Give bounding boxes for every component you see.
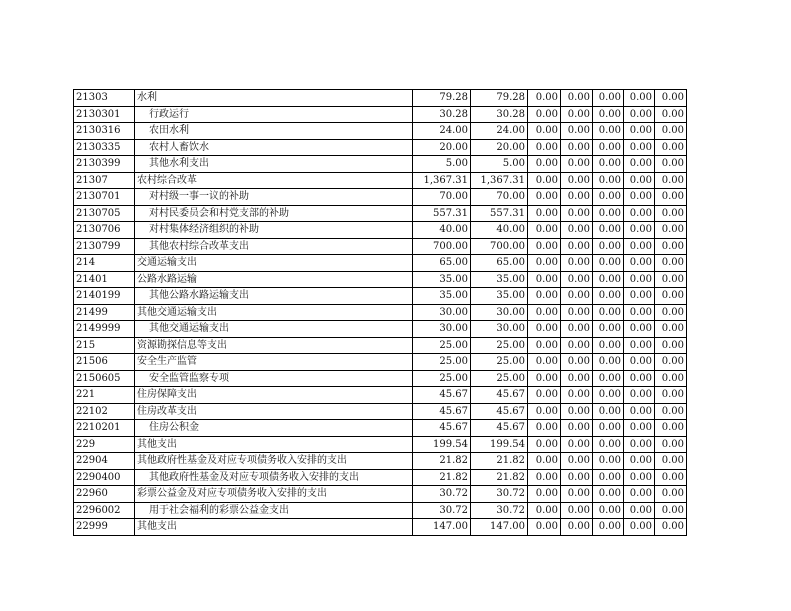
subject-code-cell: 2130301 [74,106,135,123]
value-cell: 0.00 [624,486,655,503]
value-cell: 0.00 [593,90,624,107]
subject-name-cell: 其他农村综合改革支出 [135,238,413,255]
subject-name-cell: 其他交通运输支出 [135,321,413,338]
value-cell: 0.00 [655,288,687,305]
table-row [74,255,687,272]
subject-code-cell: 21401 [74,271,135,288]
table-row [74,106,687,123]
basic-expenditure-cell: 30.00 [471,304,528,321]
value-cell: 0.00 [655,486,687,503]
table-row [74,403,687,420]
value-cell: 0.00 [561,387,593,404]
value-cell: 0.00 [593,337,624,354]
table-row [74,486,687,503]
value-cell: 0.00 [655,156,687,173]
subject-code-cell: 221 [74,387,135,404]
value-cell: 0.00 [655,106,687,123]
value-cell: 0.00 [593,304,624,321]
value-cell: 0.00 [655,370,687,387]
total-cell: 25.00 [413,370,471,387]
value-cell: 0.00 [624,403,655,420]
basic-expenditure-cell: 30.72 [471,486,528,503]
subject-code-cell: 22999 [74,519,135,536]
value-cell: 0.00 [528,502,561,519]
subject-name-cell: 住房公积金 [135,420,413,437]
value-cell: 0.00 [624,205,655,222]
subject-name-cell: 彩票公益金及对应专项债务收入安排的支出 [135,486,413,503]
subject-name-cell: 资源勘探信息等支出 [135,337,413,354]
basic-expenditure-cell: 20.00 [471,139,528,156]
value-cell: 0.00 [561,139,593,156]
value-cell: 0.00 [624,238,655,255]
subject-name-cell: 对村级一事一议的补助 [135,189,413,206]
subject-name-cell: 水利 [135,90,413,107]
value-cell: 0.00 [655,304,687,321]
total-cell: 30.28 [413,106,471,123]
table-row [74,156,687,173]
value-cell: 0.00 [624,337,655,354]
total-cell: 24.00 [413,123,471,140]
basic-expenditure-cell: 40.00 [471,222,528,239]
table-row [74,519,687,536]
value-cell: 0.00 [624,387,655,404]
value-cell: 0.00 [528,354,561,371]
subject-code-cell: 2149999 [74,321,135,338]
basic-expenditure-cell: 45.67 [471,387,528,404]
total-cell: 20.00 [413,139,471,156]
value-cell: 0.00 [528,156,561,173]
basic-expenditure-cell: 30.28 [471,106,528,123]
value-cell: 0.00 [528,172,561,189]
basic-expenditure-cell: 147.00 [471,519,528,536]
subject-name-cell: 其他政府性基金及对应专项债务收入安排的支出 [135,469,413,486]
value-cell: 0.00 [593,255,624,272]
subject-code-cell: 2130399 [74,156,135,173]
value-cell: 0.00 [561,288,593,305]
value-cell: 0.00 [655,453,687,470]
value-cell: 0.00 [655,90,687,107]
total-cell: 21.82 [413,453,471,470]
value-cell: 0.00 [655,222,687,239]
value-cell: 0.00 [655,403,687,420]
total-cell: 65.00 [413,255,471,272]
subject-name-cell: 住房改革支出 [135,403,413,420]
value-cell: 0.00 [561,156,593,173]
value-cell: 0.00 [561,370,593,387]
value-cell: 0.00 [528,255,561,272]
value-cell: 0.00 [528,453,561,470]
table-row [74,370,687,387]
value-cell: 0.00 [528,205,561,222]
value-cell: 0.00 [655,354,687,371]
value-cell: 0.00 [624,436,655,453]
value-cell: 0.00 [528,238,561,255]
basic-expenditure-cell: 65.00 [471,255,528,272]
subject-name-cell: 公路水路运输 [135,271,413,288]
table-row [74,271,687,288]
basic-expenditure-cell: 21.82 [471,453,528,470]
value-cell: 0.00 [528,189,561,206]
table-row [74,222,687,239]
subject-code-cell: 2130799 [74,238,135,255]
value-cell: 0.00 [655,189,687,206]
subject-code-cell: 2140199 [74,288,135,305]
budget-expenditure-table [73,89,687,536]
table-row [74,453,687,470]
table-row [74,172,687,189]
value-cell: 0.00 [593,156,624,173]
subject-code-cell: 214 [74,255,135,272]
total-cell: 45.67 [413,420,471,437]
value-cell: 0.00 [593,436,624,453]
value-cell: 0.00 [528,337,561,354]
table-row [74,238,687,255]
table-row [74,387,687,404]
basic-expenditure-cell: 199.54 [471,436,528,453]
value-cell: 0.00 [624,420,655,437]
value-cell: 0.00 [655,469,687,486]
value-cell: 0.00 [561,486,593,503]
value-cell: 0.00 [655,502,687,519]
table-row [74,436,687,453]
value-cell: 0.00 [624,453,655,470]
table-row [74,205,687,222]
basic-expenditure-cell: 25.00 [471,337,528,354]
value-cell: 0.00 [528,106,561,123]
total-cell: 5.00 [413,156,471,173]
subject-code-cell: 21506 [74,354,135,371]
value-cell: 0.00 [624,519,655,536]
value-cell: 0.00 [593,403,624,420]
basic-expenditure-cell: 1,367.31 [471,172,528,189]
total-cell: 21.82 [413,469,471,486]
value-cell: 0.00 [528,222,561,239]
value-cell: 0.00 [561,271,593,288]
table-row [74,337,687,354]
value-cell: 0.00 [593,354,624,371]
table-row [74,288,687,305]
subject-name-cell: 用于社会福利的彩票公益金支出 [135,502,413,519]
total-cell: 147.00 [413,519,471,536]
value-cell: 0.00 [561,172,593,189]
value-cell: 0.00 [593,123,624,140]
total-cell: 70.00 [413,189,471,206]
subject-code-cell: 22960 [74,486,135,503]
value-cell: 0.00 [561,304,593,321]
total-cell: 40.00 [413,222,471,239]
table-row [74,321,687,338]
value-cell: 0.00 [561,189,593,206]
table-row [74,90,687,107]
total-cell: 35.00 [413,271,471,288]
value-cell: 0.00 [561,255,593,272]
value-cell: 0.00 [655,139,687,156]
subject-name-cell: 其他公路水路运输支出 [135,288,413,305]
subject-code-cell: 22102 [74,403,135,420]
value-cell: 0.00 [561,106,593,123]
value-cell: 0.00 [624,172,655,189]
value-cell: 0.00 [593,469,624,486]
value-cell: 0.00 [593,205,624,222]
table-row [74,139,687,156]
value-cell: 0.00 [561,420,593,437]
value-cell: 0.00 [624,189,655,206]
value-cell: 0.00 [561,502,593,519]
basic-expenditure-cell: 35.00 [471,271,528,288]
value-cell: 0.00 [593,486,624,503]
value-cell: 0.00 [561,436,593,453]
total-cell: 45.67 [413,403,471,420]
subject-code-cell: 215 [74,337,135,354]
basic-expenditure-cell: 557.31 [471,205,528,222]
value-cell: 0.00 [655,321,687,338]
value-cell: 0.00 [528,370,561,387]
subject-name-cell: 农村人畜饮水 [135,139,413,156]
value-cell: 0.00 [528,436,561,453]
value-cell: 0.00 [593,172,624,189]
value-cell: 0.00 [655,205,687,222]
subject-name-cell: 安全监管监察专项 [135,370,413,387]
total-cell: 30.00 [413,321,471,338]
subject-code-cell: 2296002 [74,502,135,519]
value-cell: 0.00 [561,469,593,486]
basic-expenditure-cell: 700.00 [471,238,528,255]
table-row [74,304,687,321]
total-cell: 199.54 [413,436,471,453]
value-cell: 0.00 [561,238,593,255]
value-cell: 0.00 [624,139,655,156]
value-cell: 0.00 [593,139,624,156]
value-cell: 0.00 [528,90,561,107]
value-cell: 0.00 [593,387,624,404]
total-cell: 557.31 [413,205,471,222]
value-cell: 0.00 [528,486,561,503]
value-cell: 0.00 [593,271,624,288]
subject-code-cell: 22904 [74,453,135,470]
value-cell: 0.00 [624,502,655,519]
value-cell: 0.00 [528,304,561,321]
value-cell: 0.00 [655,436,687,453]
total-cell: 30.72 [413,486,471,503]
value-cell: 0.00 [624,271,655,288]
value-cell: 0.00 [624,321,655,338]
value-cell: 0.00 [561,321,593,338]
value-cell: 0.00 [624,304,655,321]
subject-name-cell: 其他支出 [135,519,413,536]
subject-name-cell: 对村民委员会和村党支部的补助 [135,205,413,222]
value-cell: 0.00 [561,337,593,354]
basic-expenditure-cell: 70.00 [471,189,528,206]
value-cell: 0.00 [561,453,593,470]
table-row [74,420,687,437]
total-cell: 700.00 [413,238,471,255]
subject-code-cell: 2130335 [74,139,135,156]
subject-name-cell: 住房保障支出 [135,387,413,404]
basic-expenditure-cell: 25.00 [471,354,528,371]
value-cell: 0.00 [593,519,624,536]
total-cell: 30.72 [413,502,471,519]
subject-code-cell: 21307 [74,172,135,189]
subject-code-cell: 21303 [74,90,135,107]
basic-expenditure-cell: 45.67 [471,420,528,437]
total-cell: 79.28 [413,90,471,107]
value-cell: 0.00 [528,123,561,140]
total-cell: 30.00 [413,304,471,321]
basic-expenditure-cell: 5.00 [471,156,528,173]
value-cell: 0.00 [528,139,561,156]
value-cell: 0.00 [593,370,624,387]
value-cell: 0.00 [593,453,624,470]
subject-code-cell: 21499 [74,304,135,321]
value-cell: 0.00 [624,106,655,123]
subject-name-cell: 农村综合改革 [135,172,413,189]
value-cell: 0.00 [593,420,624,437]
value-cell: 0.00 [655,172,687,189]
basic-expenditure-cell: 45.67 [471,403,528,420]
value-cell: 0.00 [528,271,561,288]
value-cell: 0.00 [528,469,561,486]
basic-expenditure-cell: 24.00 [471,123,528,140]
value-cell: 0.00 [655,519,687,536]
subject-name-cell: 其他支出 [135,436,413,453]
value-cell: 0.00 [561,123,593,140]
value-cell: 0.00 [655,238,687,255]
total-cell: 1,367.31 [413,172,471,189]
value-cell: 0.00 [528,321,561,338]
value-cell: 0.00 [624,255,655,272]
value-cell: 0.00 [655,123,687,140]
value-cell: 0.00 [624,90,655,107]
table-row [74,354,687,371]
value-cell: 0.00 [624,288,655,305]
value-cell: 0.00 [561,205,593,222]
subject-code-cell: 2130701 [74,189,135,206]
table-row [74,189,687,206]
value-cell: 0.00 [528,519,561,536]
subject-name-cell: 安全生产监管 [135,354,413,371]
total-cell: 45.67 [413,387,471,404]
subject-code-cell: 2210201 [74,420,135,437]
subject-name-cell: 农田水利 [135,123,413,140]
subject-name-cell: 对村集体经济组织的补助 [135,222,413,239]
value-cell: 0.00 [655,420,687,437]
total-cell: 25.00 [413,354,471,371]
subject-code-cell: 2130705 [74,205,135,222]
value-cell: 0.00 [655,255,687,272]
value-cell: 0.00 [655,271,687,288]
subject-name-cell: 其他水利支出 [135,156,413,173]
basic-expenditure-cell: 35.00 [471,288,528,305]
value-cell: 0.00 [593,321,624,338]
value-cell: 0.00 [624,123,655,140]
value-cell: 0.00 [593,288,624,305]
value-cell: 0.00 [528,288,561,305]
basic-expenditure-cell: 21.82 [471,469,528,486]
basic-expenditure-cell: 79.28 [471,90,528,107]
value-cell: 0.00 [593,189,624,206]
value-cell: 0.00 [624,370,655,387]
subject-name-cell: 其他交通运输支出 [135,304,413,321]
value-cell: 0.00 [561,354,593,371]
subject-code-cell: 2130316 [74,123,135,140]
value-cell: 0.00 [593,222,624,239]
subject-name-cell: 其他政府性基金及对应专项债务收入安排的支出 [135,453,413,470]
subject-name-cell: 交通运输支出 [135,255,413,272]
subject-code-cell: 2130706 [74,222,135,239]
value-cell: 0.00 [561,222,593,239]
table-row [74,502,687,519]
subject-code-cell: 2290400 [74,469,135,486]
value-cell: 0.00 [624,354,655,371]
value-cell: 0.00 [624,469,655,486]
value-cell: 0.00 [528,420,561,437]
table-row [74,123,687,140]
value-cell: 0.00 [655,337,687,354]
value-cell: 0.00 [528,387,561,404]
basic-expenditure-cell: 30.00 [471,321,528,338]
basic-expenditure-cell: 30.72 [471,502,528,519]
basic-expenditure-cell: 25.00 [471,370,528,387]
value-cell: 0.00 [655,387,687,404]
total-cell: 25.00 [413,337,471,354]
value-cell: 0.00 [593,238,624,255]
value-cell: 0.00 [624,156,655,173]
table-body [74,90,687,536]
value-cell: 0.00 [561,519,593,536]
value-cell: 0.00 [624,222,655,239]
value-cell: 0.00 [561,90,593,107]
total-cell: 35.00 [413,288,471,305]
value-cell: 0.00 [528,403,561,420]
value-cell: 0.00 [561,403,593,420]
subject-code-cell: 229 [74,436,135,453]
value-cell: 0.00 [593,502,624,519]
subject-name-cell: 行政运行 [135,106,413,123]
table-row [74,469,687,486]
subject-code-cell: 2150605 [74,370,135,387]
value-cell: 0.00 [593,106,624,123]
